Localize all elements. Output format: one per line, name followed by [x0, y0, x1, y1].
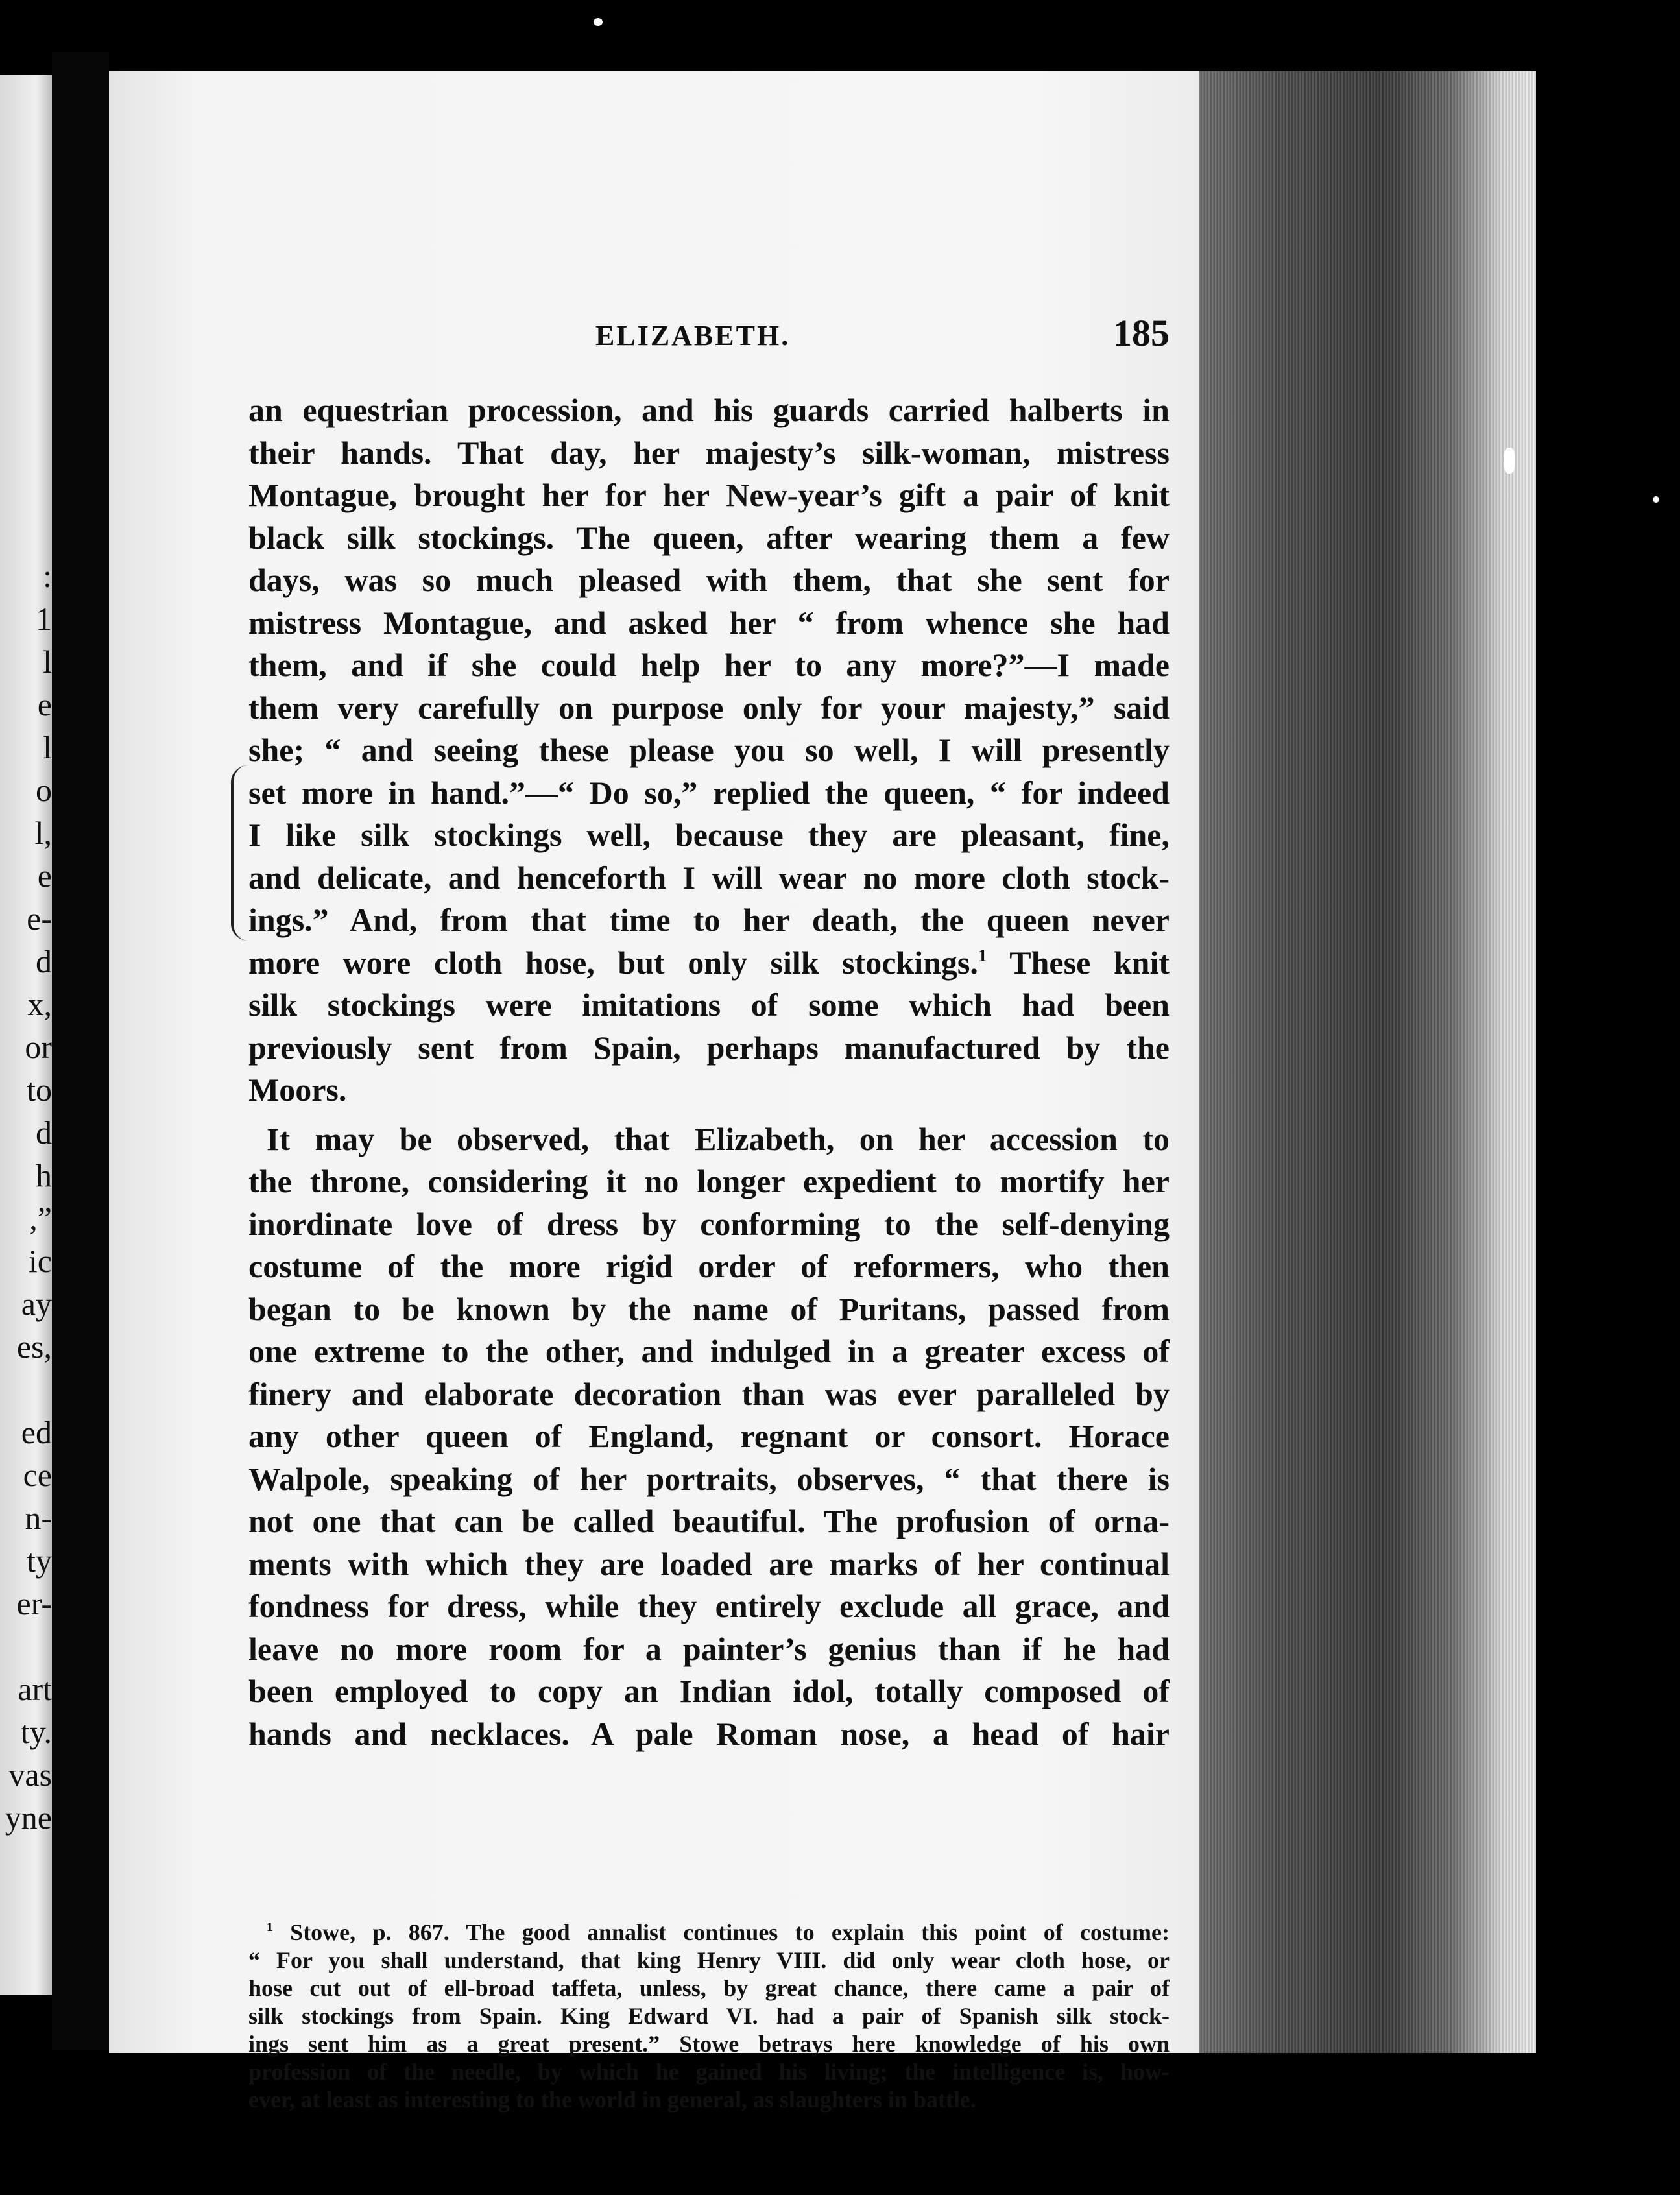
facing-page-fragment: vas [8, 1757, 52, 1793]
page-number: 185 [1113, 312, 1170, 354]
body-line: set more in hand.”—“ Do so,” replied the queen, “ for indeed [248, 774, 1170, 811]
body-line: them, and if she could help her to any more?”—I made [248, 647, 1170, 683]
body-line: Walpole, speaking of her portraits, observes, “ that there is [248, 1460, 1170, 1497]
facing-page-fragment: art [18, 1671, 52, 1707]
footnote-marker: 1 [267, 1920, 273, 1935]
footnote-line-text: Stowe, p. 867. The good annalist continues to explain this point of costume: [290, 1919, 1170, 1945]
dust-speck [1653, 496, 1659, 503]
facing-page-fragment: er- [16, 1585, 52, 1622]
body-line: costume of the more rigid order of reformers, who then [248, 1248, 1170, 1284]
running-head-title: ELIZABETH. [595, 320, 791, 352]
body-line: Moors. [248, 1072, 347, 1108]
facing-page-fragment: ,” [29, 1200, 52, 1236]
facing-page-fragment: ce [23, 1457, 52, 1493]
facing-page-fragment: ty. [20, 1714, 52, 1750]
facing-page-fragment: ay [21, 1286, 52, 1322]
page-edges-block [1199, 71, 1536, 2053]
body-line: an equestrian procession, and his guards carried halberts in [248, 392, 1170, 428]
body-line: finery and elaborate decoration than was ever paralleled by [248, 1375, 1170, 1412]
facing-page-fragment: l [43, 643, 52, 680]
footnote-line: “ For you shall understand, that king Henry VIII. did only wear cloth hose, or [248, 1947, 1170, 1973]
facing-page-fragment: or [25, 1029, 52, 1065]
footnote-reference: 1 [978, 944, 987, 965]
body-line: she; “ and seeing these please you so well, I will presently [248, 732, 1170, 768]
facing-page-fragment: o [36, 772, 52, 808]
body-line: leave no more room for a painter’s genius than if he had [248, 1630, 1170, 1667]
body-line: their hands. That day, her majesty’s silk-woman, mistress [248, 434, 1170, 471]
footnote-line: ever, at least as interesting to the world in general, as slaughters in battle. [248, 2087, 976, 2113]
body-line: and delicate, and henceforth I will wear no more cloth stock- [248, 859, 1170, 896]
dust-speck [1504, 448, 1515, 474]
facing-page-fragment: l [43, 729, 52, 765]
body-line: silk stockings were imitations of some which had been [248, 987, 1170, 1023]
body-line: not one that can be called beautiful. The profusion of orna- [248, 1503, 1170, 1539]
footnote-line: profession of the needle, by which he gained his living; the intelligence is, how- [248, 2059, 1170, 2085]
body-line: began to be known by the name of Puritans, passed from [248, 1290, 1170, 1327]
body-line: them very carefully on purpose only for your majesty,” said [248, 689, 1170, 726]
body-line: days, was so much pleased with them, that she sent for [248, 562, 1170, 598]
facing-page-fragment: e- [27, 900, 52, 937]
scan-background [1536, 58, 1680, 2069]
facing-page-fragment: ed [21, 1414, 52, 1450]
facing-page-text-fragments [0, 555, 52, 1839]
footnote-line: silk stockings from Spain. King Edward VI. had a pair of Spanish silk stock- [248, 2003, 1170, 2029]
body-line: ings.” And, from that time to her death, the queen never [248, 902, 1170, 938]
facing-page-fragment: e [37, 686, 52, 723]
facing-page-fragment [0, 1625, 52, 1668]
book-page [109, 71, 1199, 2113]
facing-page-fragment: to [27, 1072, 52, 1108]
facing-page-fragment: x, [27, 986, 52, 1022]
margin-bracket-mark [231, 765, 248, 941]
footnote-line: ings sent him as a great present.” Stowe betrays here knowledge of his own [248, 2031, 1170, 2057]
facing-page-fragment: l, [34, 815, 52, 851]
facing-page-fragment: n- [25, 1500, 52, 1536]
body-line: black silk stockings. The queen, after wearing them a few [248, 519, 1170, 556]
body-line: inordinate love of dress by conforming to the self-denying [248, 1205, 1170, 1242]
body-line: the throne, considering it no longer expedient to mortify her [248, 1163, 1170, 1199]
facing-page-fragment: 1 [36, 601, 52, 637]
body-line: Montague, brought her for her New-year’s gift a pair of knit [248, 477, 1170, 513]
facing-page-fragment: es, [16, 1328, 52, 1365]
body-line: been employed to copy an Indian idol, totally composed of [248, 1673, 1170, 1709]
footnote-block [248, 1919, 1170, 2114]
facing-page-edge [0, 75, 52, 1995]
facing-page-fragment: d [36, 1114, 52, 1151]
facing-page-fragment: h [36, 1157, 52, 1193]
footnote-line: hose cut out of ell-broad taffeta, unless, by great chance, there came a pair of [248, 1975, 1170, 2001]
body-text [248, 389, 1170, 1755]
body-line-with-footnote-ref [248, 942, 1170, 985]
binding-gutter [52, 52, 109, 2050]
facing-page-fragment: ty [27, 1542, 52, 1579]
body-line: It may be observed, that Elizabeth, on her accession to [267, 1120, 1170, 1157]
body-line-text: more wore cloth hose, but only silk stockings. [248, 944, 978, 981]
facing-page-fragment: d [36, 943, 52, 979]
body-line: any other queen of England, regnant or consort. Horace [248, 1418, 1170, 1454]
body-line: mistress Montague, and asked her “ from whence she had [248, 604, 1170, 641]
body-line: fondness for dress, while they entirely exclude all grace, and [248, 1588, 1170, 1624]
facing-page-fragment: ic [28, 1243, 52, 1279]
body-line: ments with which they are loaded are marks of her continual [248, 1545, 1170, 1582]
body-line: previously sent from Spain, perhaps manufactured by the [248, 1029, 1170, 1066]
facing-page-fragment: e [37, 858, 52, 894]
facing-page-fragment [0, 1368, 52, 1411]
body-line-text: These knit [987, 944, 1170, 981]
footnote-line [248, 1919, 1170, 1947]
body-line: hands and necklaces. A pale Roman nose, a head of hair [248, 1715, 1170, 1752]
running-head [248, 311, 1170, 370]
facing-page-fragment: yne [5, 1799, 52, 1836]
facing-page-fragment: : [43, 558, 52, 594]
body-line: I like silk stockings well, because they are pleasant, fine, [248, 817, 1170, 853]
dust-speck [594, 18, 603, 26]
body-line: one extreme to the other, and indulged in a greater excess of [248, 1333, 1170, 1369]
